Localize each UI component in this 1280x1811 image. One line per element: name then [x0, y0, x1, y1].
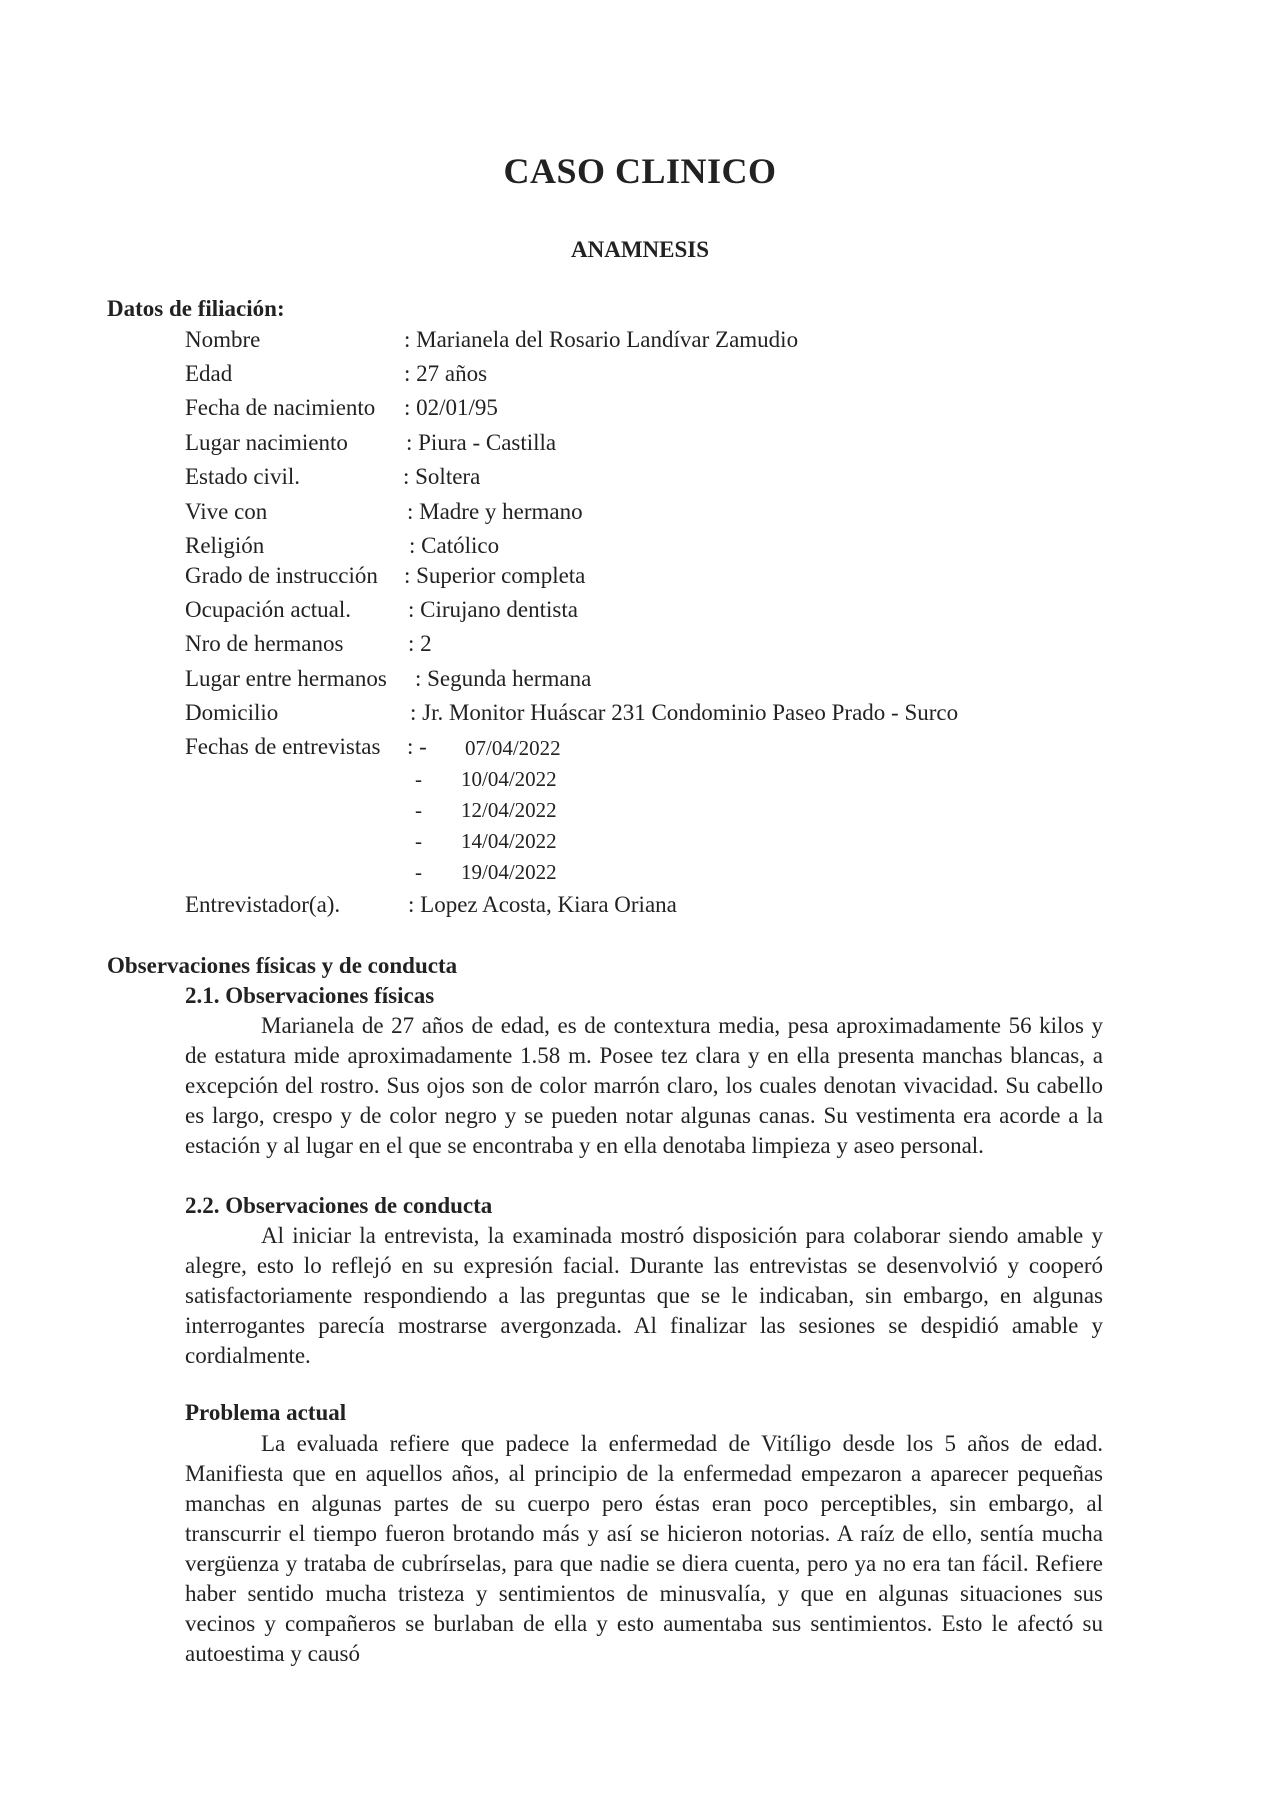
date-value: 19/04/2022: [461, 860, 557, 884]
date-value: 10/04/2022: [461, 767, 557, 791]
field-label: Fecha de nacimiento: [185, 395, 376, 420]
field-label: Lugar entre hermanos: [185, 666, 387, 691]
field-label: Fechas de entrevistas: [185, 734, 381, 759]
date-value: 07/04/2022: [465, 736, 561, 760]
observaciones-fisicas-text: Marianela de 27 años de edad, es de contextura media, pesa aproximadamente 56 kilos y de estatura mide aproximadamente 1.58 m. Posee tez clara y en ella presenta manchas blancas, a excepción del rostro. Sus ojos son de color marrón claro, los cuales denotan vivacidad. Su cabello es largo, crespo y de color negro y se pueden notar algunas canas. Su vestimenta era acorde a la estación y al lugar en el que se encontraba y en ella denotaba limpieza y aseo personal.: [185, 1013, 1103, 1158]
date-dash: -: [415, 860, 422, 884]
field-value: : Cirujano dentista: [408, 597, 578, 622]
field-label: Religión: [185, 533, 265, 558]
field-label: Lugar nacimiento: [185, 430, 348, 455]
observaciones-heading: Observaciones físicas y de conducta: [107, 953, 458, 978]
field-label: Domicilio: [185, 700, 279, 725]
field-value: : Madre y hermano: [407, 499, 583, 524]
field-label: Entrevistador(a).: [185, 892, 341, 917]
document-title: CASO CLINICO: [503, 151, 777, 191]
field-value: : Piura - Castilla: [406, 430, 557, 455]
field-label: Ocupación actual.: [185, 597, 352, 622]
date-dash: -: [415, 829, 422, 853]
field-label: Nombre: [185, 327, 261, 352]
field-value: : 2: [408, 631, 432, 656]
field-value: : Lopez Acosta, Kiara Oriana: [408, 892, 677, 917]
field-value: : 02/01/95: [404, 395, 498, 420]
observaciones-conducta-heading: 2.2. Observaciones de conducta: [185, 1193, 493, 1218]
field-value: : -: [407, 734, 427, 759]
field-value: : Católico: [409, 533, 500, 558]
field-value: : Jr. Monitor Huáscar 231 Condominio Paseo Prado - Surco: [410, 700, 959, 725]
document-subtitle: ANAMNESIS: [570, 237, 710, 262]
problema-heading: Problema actual: [185, 1400, 347, 1425]
field-label: Estado civil.: [185, 464, 300, 489]
field-value: : 27 años: [404, 361, 488, 386]
field-value: : Superior completa: [404, 563, 586, 588]
date-dash: -: [415, 767, 422, 791]
field-label: Edad: [185, 361, 233, 386]
date-value: 12/04/2022: [461, 798, 557, 822]
observaciones-fisicas-heading: 2.1. Observaciones físicas: [185, 983, 435, 1008]
field-label: Vive con: [185, 499, 268, 524]
field-value: : Soltera: [403, 464, 481, 489]
date-value: 14/04/2022: [461, 829, 557, 853]
field-value: : Marianela del Rosario Landívar Zamudio: [404, 327, 799, 352]
field-value: : Segunda hermana: [415, 666, 592, 691]
field-label: Grado de instrucción: [185, 563, 378, 588]
field-label: Nro de hermanos: [185, 631, 344, 656]
filiacion-heading: Datos de filiación:: [107, 296, 285, 321]
problema-text: La evaluada refiere que padece la enfermedad de Vitíligo desde los 5 años de edad. Manifiesta que en aquellos años, al principio de la enfermedad empezaron a aparecer pequeñas manchas en algunas partes de su cuerpo pero éstas eran poco perceptibles, sin embargo, al transcurrir el tiempo fueron brotando más y así se hicieron notorias. A raíz de ello, sentía mucha vergüenza y trataba de cubrírselas, para que nadie se diera cuenta, pero ya no era tan fácil. Refiere haber sentido mucha tristeza y sentimientos de minusvalía, y que en algunas situaciones sus vecinos y compañeros se burlaban de ella y esto aumentaba sus sentimientos. Esto le afectó su autoestima y causó: [185, 1431, 1103, 1666]
observaciones-conducta-text: Al iniciar la entrevista, la examinada mostró disposición para colaborar siendo amable y alegre, esto lo reflejó en su expresión facial. Durante las entrevistas se desenvolvió y cooperó satisfactoriamente respondiendo a las preguntas que se le indicaban, sin embargo, en algunas interrogantes parecía mostrarse avergonzada. Al finalizar las sesiones se despidió amable y cordialmente.: [185, 1223, 1103, 1368]
date-dash: -: [415, 798, 422, 822]
